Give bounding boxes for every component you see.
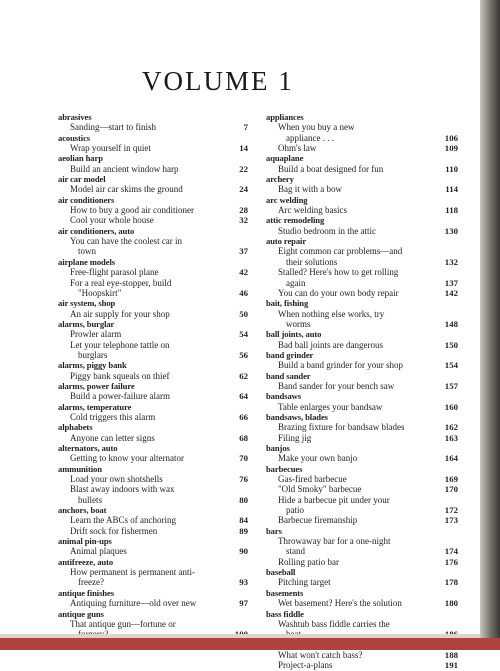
entry-text: When nothing else works, try bbox=[278, 308, 385, 319]
page-number: 191 bbox=[444, 660, 458, 671]
index-entry bbox=[58, 205, 248, 215]
entry-text: Barbecue firemanship bbox=[278, 515, 358, 526]
page-number: 173 bbox=[444, 515, 458, 526]
index-entry bbox=[266, 484, 458, 494]
page-number: 180 bbox=[444, 598, 458, 609]
index-heading: attic remodeling bbox=[266, 215, 325, 226]
page-number: 137 bbox=[444, 277, 458, 288]
entry-text: "Hoopskirt" bbox=[78, 287, 122, 298]
index-entry bbox=[266, 402, 458, 412]
index-heading: appliances bbox=[266, 112, 304, 122]
index-heading: anchors, boat bbox=[58, 505, 107, 516]
entry-text: Eight common car problems—and bbox=[278, 246, 403, 257]
index-entry bbox=[266, 453, 458, 463]
page-number: 178 bbox=[444, 577, 458, 588]
entry-text: Antiquing furniture—old over new bbox=[70, 598, 197, 609]
entry-text: An air supply for your shop bbox=[70, 308, 170, 319]
page-number: 89 bbox=[239, 525, 248, 536]
book-cover-edge bbox=[0, 638, 500, 650]
index-heading: air car model bbox=[58, 174, 106, 185]
index-entry bbox=[58, 184, 248, 194]
entry-text: Filing jig bbox=[278, 432, 312, 443]
index-entry bbox=[266, 536, 458, 557]
entry-text: patio bbox=[286, 505, 304, 516]
entry-text: Blast away indoors with wax bbox=[70, 484, 175, 495]
index-entry bbox=[266, 360, 458, 370]
entry-text: worms bbox=[286, 318, 311, 329]
index-heading: air conditioners, auto bbox=[58, 225, 135, 236]
entry-text: Project-a-plans bbox=[278, 660, 333, 671]
page-number: 7 bbox=[243, 122, 248, 133]
entry-text: You can have the coolest car in bbox=[70, 236, 183, 247]
index-entry bbox=[266, 515, 458, 525]
index-heading: air conditioners bbox=[58, 194, 115, 205]
entry-text: How permanent is permanent anti- bbox=[70, 567, 195, 578]
entry-text: Washtub bass fiddle carries the bbox=[278, 618, 390, 629]
index-heading: alarms, burglar bbox=[58, 318, 115, 329]
entry-text: Studio bedroom in the attic bbox=[278, 225, 376, 236]
index-heading: ammunition bbox=[58, 463, 102, 474]
page-number: 130 bbox=[444, 225, 458, 236]
index-heading: airplane models bbox=[58, 256, 115, 267]
entry-text: Getting to know your alternator bbox=[70, 453, 184, 464]
index-entry bbox=[58, 474, 248, 484]
index-entry bbox=[266, 598, 458, 608]
entry-text: Build a boat designed for fun bbox=[278, 163, 384, 174]
page-title: VOLUME 1 bbox=[142, 66, 294, 96]
entry-text: Brazing fixture for bandsaw blades bbox=[278, 422, 405, 433]
page-number: 50 bbox=[239, 308, 248, 319]
page-number: 28 bbox=[239, 205, 248, 216]
page-number: 174 bbox=[444, 546, 458, 557]
page-number: 46 bbox=[239, 287, 248, 298]
entry-text: freeze? bbox=[78, 577, 104, 588]
index-entry bbox=[266, 340, 458, 350]
entry-text: Arc welding basics bbox=[278, 205, 347, 216]
entry-text: Make your own banjo bbox=[278, 453, 358, 464]
index-entry bbox=[266, 557, 458, 567]
entry-text: How to buy a good air conditioner bbox=[70, 205, 194, 216]
page-number: 66 bbox=[239, 411, 248, 422]
entry-text: again bbox=[286, 277, 306, 288]
entry-text: Piggy bank squeals on thief bbox=[70, 370, 170, 381]
entry-text: burglars bbox=[78, 349, 108, 360]
index-heading: alphabets bbox=[58, 422, 93, 433]
entry-text: For a real eye-stopper, build bbox=[70, 277, 172, 288]
page-number: 42 bbox=[239, 267, 248, 278]
page-number: 64 bbox=[239, 391, 248, 402]
index-heading: archery bbox=[266, 174, 294, 185]
page-number: 150 bbox=[444, 339, 458, 350]
page-number: 132 bbox=[444, 256, 458, 267]
page-number: 97 bbox=[239, 598, 248, 609]
index-column-right bbox=[266, 112, 458, 671]
index-entry bbox=[58, 236, 248, 257]
book-edge-right bbox=[480, 0, 500, 650]
entry-text: "Old Smoky" barbecue bbox=[278, 484, 362, 495]
entry-text: Table enlarges your bandsaw bbox=[278, 401, 383, 412]
index-entry bbox=[58, 484, 248, 505]
page-number: 76 bbox=[239, 474, 248, 485]
index-entry bbox=[266, 226, 458, 236]
index-entry bbox=[266, 474, 458, 484]
index-heading: antique guns bbox=[58, 608, 104, 619]
index-heading: alarms, power failure bbox=[58, 380, 135, 391]
index-entry bbox=[58, 546, 248, 556]
entry-text: Let your telephone tattle on bbox=[70, 339, 170, 350]
index-heading: antique finishes bbox=[58, 587, 114, 598]
page-number: 54 bbox=[239, 329, 248, 340]
entry-text: Model air car skims the ground bbox=[70, 184, 183, 195]
entry-text: Build an ancient window harp bbox=[70, 163, 179, 174]
page-number: 22 bbox=[239, 163, 248, 174]
index-entry bbox=[266, 422, 458, 432]
index-entry bbox=[58, 391, 248, 401]
entry-text: town bbox=[78, 246, 96, 257]
index-heading: alarms, temperature bbox=[58, 401, 132, 412]
index-entry bbox=[266, 164, 458, 174]
index-heading: bars bbox=[266, 525, 282, 536]
index-entry bbox=[266, 495, 458, 516]
index-entry bbox=[58, 598, 248, 608]
page-number: 160 bbox=[444, 401, 458, 412]
index-entry bbox=[266, 381, 458, 391]
index-entry bbox=[58, 329, 248, 339]
index-entry bbox=[266, 288, 458, 298]
index-heading: arc welding bbox=[266, 194, 308, 205]
index-entry bbox=[58, 267, 248, 277]
page-number: 157 bbox=[444, 380, 458, 391]
index-heading: band sander bbox=[266, 370, 311, 381]
page-number: 176 bbox=[444, 556, 458, 567]
page-number: 14 bbox=[239, 143, 248, 154]
index-entry bbox=[58, 433, 248, 443]
index-entry bbox=[266, 309, 458, 330]
entry-text: stand bbox=[286, 546, 305, 557]
page-number: 106 bbox=[444, 132, 458, 143]
index-entry bbox=[266, 246, 458, 267]
page-number: 110 bbox=[445, 163, 458, 174]
index-heading: barbecues bbox=[266, 463, 303, 474]
index-entry bbox=[266, 433, 458, 443]
entry-text: appliance . . . bbox=[286, 132, 334, 143]
entry-text: Band sander for your bench saw bbox=[278, 380, 395, 391]
page-number: 170 bbox=[444, 484, 458, 495]
page-number: 90 bbox=[239, 546, 248, 557]
index-heading: band grinder bbox=[266, 349, 314, 360]
index-entry bbox=[58, 215, 248, 225]
index-entry bbox=[266, 267, 458, 288]
entry-text: Load your own shotshells bbox=[70, 474, 163, 485]
index-entry bbox=[266, 143, 458, 153]
index-entry bbox=[266, 205, 458, 215]
index-entry bbox=[58, 371, 248, 381]
entry-text: Hide a barbecue pit under your bbox=[278, 494, 390, 505]
index-heading: air system, shop bbox=[58, 298, 116, 309]
index-entry bbox=[58, 309, 248, 319]
index-entry bbox=[58, 143, 248, 153]
entry-text: Build a power-failure alarm bbox=[70, 391, 171, 402]
entry-text: Cold triggers this alarm bbox=[70, 411, 156, 422]
index-entry bbox=[58, 567, 248, 588]
page-number: 70 bbox=[239, 453, 248, 464]
page-number: 162 bbox=[444, 422, 458, 433]
entry-text: Drift sock for fishermen bbox=[70, 525, 158, 536]
index-heading: basements bbox=[266, 587, 304, 598]
entry-text: When you buy a new bbox=[278, 122, 355, 133]
entry-text: Wrap yourself in quiet bbox=[70, 143, 151, 154]
page-number: 163 bbox=[444, 432, 458, 443]
index-heading: bandsaws, blades bbox=[266, 411, 328, 422]
index-heading: bait, fishing bbox=[266, 298, 309, 309]
index-heading: bandsaws bbox=[266, 391, 302, 402]
page-number: 142 bbox=[444, 287, 458, 298]
page-number: 172 bbox=[444, 505, 458, 516]
page-number: 37 bbox=[239, 246, 248, 257]
entry-text: Ohm's law bbox=[278, 143, 317, 154]
entry-text: Sanding—start to finish bbox=[70, 122, 156, 133]
index-entry bbox=[266, 660, 458, 670]
entry-text: Wet basement? Here's the solution bbox=[278, 598, 402, 609]
page-number: 154 bbox=[444, 360, 458, 371]
entry-text: Build a band grinder for your shop bbox=[278, 360, 403, 371]
index-heading: ball joints, auto bbox=[266, 329, 322, 340]
page-number: 24 bbox=[239, 184, 248, 195]
index-heading: aeolian harp bbox=[58, 153, 103, 164]
page-number: 188 bbox=[444, 649, 458, 660]
index-entry bbox=[58, 526, 248, 536]
index-entry bbox=[58, 278, 248, 299]
entry-text: What won't catch bass? bbox=[278, 649, 363, 660]
page-number: 109 bbox=[444, 143, 458, 154]
index-heading: alternators, auto bbox=[58, 443, 118, 453]
page-number: 118 bbox=[445, 205, 458, 216]
page-number: 84 bbox=[239, 515, 248, 526]
index-heading: abrasives bbox=[58, 112, 92, 122]
entry-text: Pitching target bbox=[278, 577, 331, 588]
entry-text: Gas-fired barbecue bbox=[278, 474, 347, 485]
page-number: 114 bbox=[445, 184, 458, 195]
index-heading: baseball bbox=[266, 567, 296, 578]
page-number: 32 bbox=[239, 215, 248, 226]
index-entry bbox=[266, 122, 458, 143]
page-number: 148 bbox=[444, 318, 458, 329]
index-heading: banjos bbox=[266, 443, 290, 453]
entry-text: Rolling patio bar bbox=[278, 556, 339, 567]
index-entry bbox=[58, 122, 248, 132]
index-heading: bass fiddle bbox=[266, 608, 304, 619]
entry-text: Stalled? Here's how to get rolling bbox=[278, 267, 399, 278]
index-heading: alarms, piggy bank bbox=[58, 360, 127, 371]
index-entry bbox=[266, 184, 458, 194]
index-entry bbox=[58, 412, 248, 422]
entry-text: Cool your whole house bbox=[70, 215, 154, 226]
index-entry bbox=[58, 164, 248, 174]
page-number: 68 bbox=[239, 432, 248, 443]
index-entry bbox=[58, 515, 248, 525]
entry-text: Animal plaques bbox=[70, 546, 127, 557]
entry-text: Bag it with a bow bbox=[278, 184, 342, 195]
page-number: 169 bbox=[444, 474, 458, 485]
entry-text: Free-flight parasol plane bbox=[70, 267, 159, 278]
index-entry bbox=[266, 577, 458, 587]
index-entry bbox=[58, 453, 248, 463]
page-number: 164 bbox=[444, 453, 458, 464]
index-heading: acoustics bbox=[58, 132, 91, 143]
entry-text: their solutions bbox=[286, 256, 338, 267]
entry-text: Anyone can letter signs bbox=[70, 432, 155, 443]
index-heading: animal pin-ups bbox=[58, 536, 112, 547]
index-heading: aquaplane bbox=[266, 153, 304, 164]
index-entry bbox=[58, 340, 248, 361]
entry-text: Bad ball joints are dangerous bbox=[278, 339, 383, 350]
entry-text: You can do your own body repair bbox=[278, 287, 399, 298]
index-heading: auto repair bbox=[266, 236, 307, 247]
index-entry bbox=[266, 650, 458, 660]
entry-text: Learn the ABCs of anchoring bbox=[70, 515, 176, 526]
page-number: 93 bbox=[239, 577, 248, 588]
page-number: 62 bbox=[239, 370, 248, 381]
entry-text: Prowler alarm bbox=[70, 329, 122, 340]
index-heading: antifreeze, auto bbox=[58, 556, 114, 567]
index-column-left bbox=[58, 112, 248, 640]
page-number: 56 bbox=[239, 349, 248, 360]
page-number: 80 bbox=[239, 494, 248, 505]
entry-text: bullets bbox=[78, 494, 102, 505]
entry-text: Throwaway bar for a one-night bbox=[278, 536, 391, 547]
entry-text: That antique gun—fortune or bbox=[70, 618, 176, 629]
